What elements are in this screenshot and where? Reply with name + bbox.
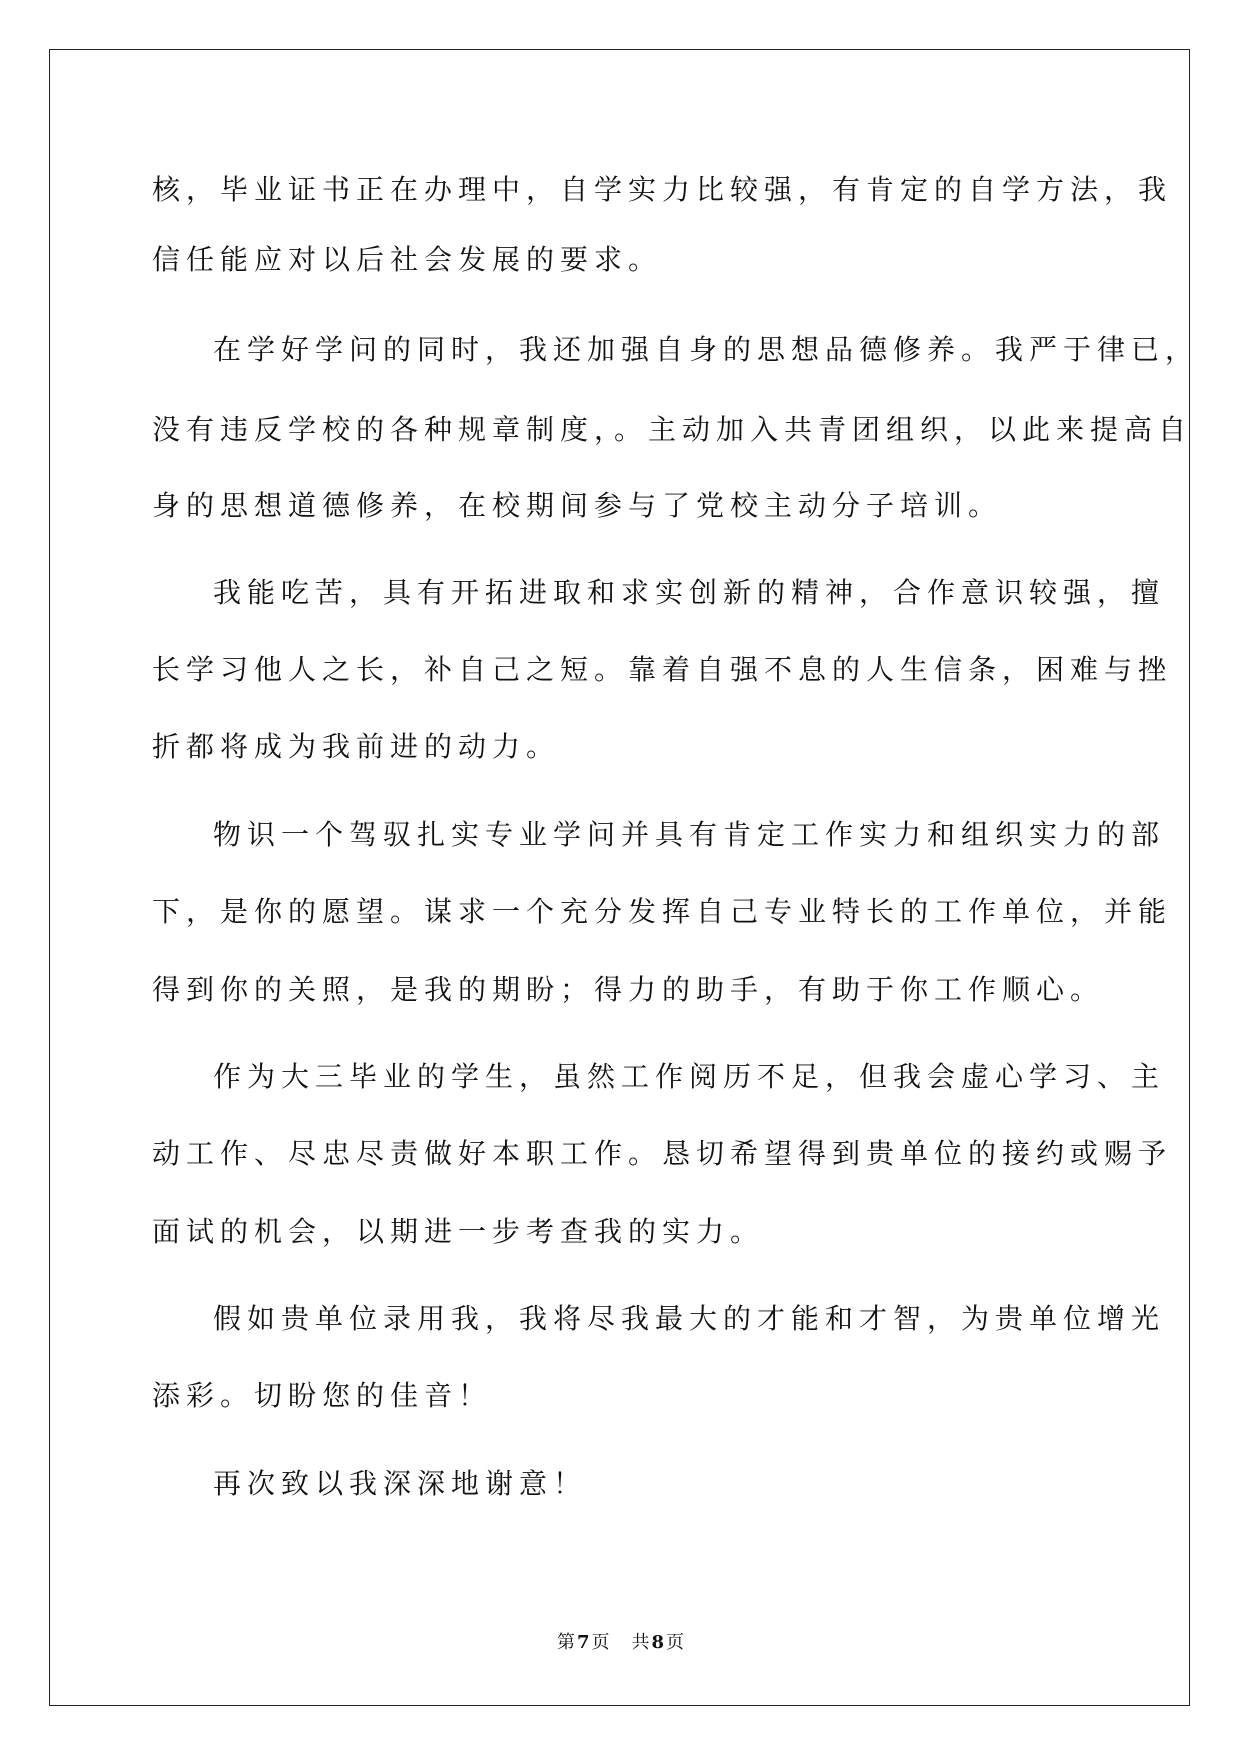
total-prefix: 共 <box>631 1632 650 1653</box>
total-suffix: 页 <box>666 1632 685 1653</box>
text-line: 核，毕业证书正在办理中，自学实力比较强，有肯定的自学方法，我 <box>152 173 1173 206</box>
page-footer <box>0 1631 1241 1655</box>
paragraph-first-line: 物识一个驾驭扎实专业学问并具有肯定工作实力和组织实力的部 <box>213 818 1166 851</box>
text-line: 面试的机会，以期进一步考查我的实力。 <box>152 1215 765 1248</box>
paragraph-first-line: 假如贵单位录用我，我将尽我最大的才能和才智，为贵单位增光 <box>213 1302 1166 1335</box>
page-prefix: 第 <box>556 1632 575 1653</box>
page-current-number: 7 <box>576 1632 590 1653</box>
page-total-number: 8 <box>651 1632 665 1653</box>
page-border <box>49 49 1193 1706</box>
paragraph-first-line: 在学好学问的同时，我还加强自身的思想品德修养。我严于律已， <box>213 333 1200 366</box>
text-line: 身的思想道德修养，在校期间参与了党校主动分子培训。 <box>152 489 1003 522</box>
text-line: 信任能应对以后社会发展的要求。 <box>152 243 663 276</box>
text-line: 得到你的关照，是我的期盼；得力的助手，有助于你工作顺心。 <box>152 973 1105 1006</box>
text-line: 折都将成为我前进的动力。 <box>152 730 561 763</box>
text-line: 长学习他人之长，补自己之短。靠着自强不息的人生信条，困难与挫 <box>152 653 1173 686</box>
paragraph-first-line: 作为大三毕业的学生，虽然工作阅历不足，但我会虚心学习、主 <box>213 1060 1166 1093</box>
text-line: 没有违反学校的各种规章制度，。主动加入共青团组织，以此来提高自 <box>152 413 1193 446</box>
text-line: 添彩。切盼您的佳音！ <box>152 1379 493 1412</box>
text-line: 下，是你的愿望。谋求一个充分发挥自己专业特长的工作单位，并能 <box>152 895 1173 928</box>
text-line: 动工作、尽忠尽责做好本职工作。恳切希望得到贵单位的接约或赐予 <box>152 1137 1173 1170</box>
paragraph-first-line: 我能吃苦，具有开拓进取和求实创新的精神，合作意识较强，擅 <box>213 576 1166 609</box>
page-suffix: 页 <box>591 1632 610 1653</box>
paragraph-first-line: 再次致以我深深地谢意！ <box>213 1467 588 1500</box>
